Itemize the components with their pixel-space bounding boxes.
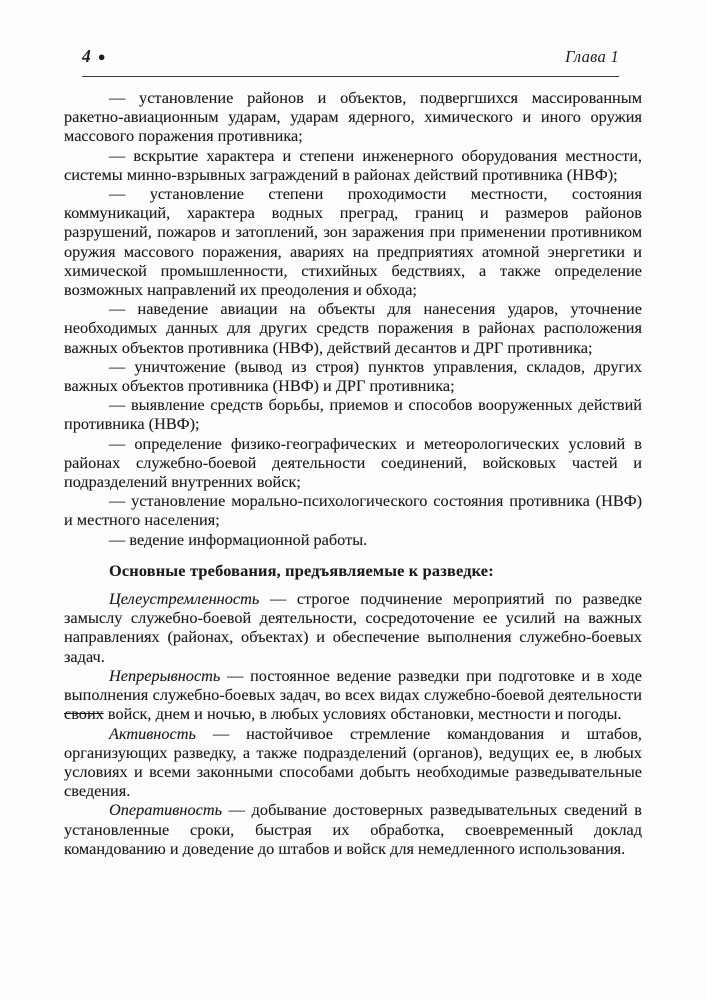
text-run: — настойчивое стремление командования и штабов, организующих разведку, а также подразделений (органов), ведущих ее, в любых условиях и всеми законными способами добыть необходимые разведывательные сведения. [64, 723, 642, 801]
text-run: — уничтожение (вывод из строя) пунктов управления, складов, других важных объектов противника (НВФ) и ДРГ противника; [64, 356, 642, 396]
text-run: — установление морально-психологического состояния противника (НВФ) и местного населения; [64, 491, 642, 530]
paragraph [64, 395, 642, 433]
text-run: Целеустремленность [109, 589, 260, 609]
page-header [82, 46, 619, 67]
paragraph [64, 800, 642, 858]
text-run: — добывание достоверных разведывательных сведений в установленные сроки, быстрая их обработка, своевременный доклад командованию и доведение до штабов и войск для немедленного использования. [64, 800, 642, 858]
text-run: — установление районов и объектов, подвергшихся массированным ракетно-авиационным ударам, ударам ядерного, химического и иного оружия массового поражения противника; [64, 88, 642, 146]
paragraph [64, 88, 642, 146]
page-number-group [82, 46, 106, 67]
text-run: — установление степени проходимости местности, состояния коммуникаций, характера водных преград, границ и размеров районов разрушений, пожаров и затоплений, зон заражения при применении противником оружия массового поражения, авариях на предприятиях атомной энергетики и химической промышленности, стихийных бедствиях, а также определение возможных направлений их преодоления и обхода; [64, 184, 642, 300]
section-heading [64, 561, 642, 580]
text-run: — вскрытие характера и степени инженерного оборудования местности, системы минно-взрывных заграждений в районах действий противника (НВФ); [64, 145, 642, 184]
paragraph [64, 724, 642, 801]
page-number: 4 [82, 46, 91, 66]
paragraph [64, 146, 642, 184]
text-run: Активность [109, 723, 196, 743]
text-run: — строгое подчинение мероприятий по разведке замыслу служебно-боевой деятельности, сосредоточение ее усилий на важных направлениях (районах, объектах) и обеспечение выполнения служебно-боевых задач. [64, 589, 642, 666]
chapter-label: Глава 1 [565, 47, 619, 66]
text-run: Оперативность [109, 800, 222, 820]
text-run: — постоянное ведение разведки при подготовке и в ходе выполнения служебно-боевых задач, во всех видах служебно-боевой деятельности [64, 665, 642, 705]
page-body [64, 88, 642, 858]
paragraph [64, 299, 642, 357]
bullet-icon: ● [97, 49, 106, 64]
text-run: Основные требования, предъявляемые к разведке: [109, 560, 494, 580]
paragraph [64, 434, 642, 492]
paragraph [64, 184, 642, 299]
paragraph [64, 491, 642, 529]
text-run: Непрерывность [109, 665, 221, 685]
paragraph [64, 589, 642, 666]
text-run: своих [64, 704, 104, 724]
paragraph [64, 357, 642, 395]
text-run: — определение физико-географических и метеорологических условий в районах служебно-боевой деятельности соединений, войсковых частей и подразделений внутренних войск; [64, 433, 642, 492]
text-run: войск, днем и ночью, в любых условиях обстановки, местности и погоды. [103, 704, 622, 724]
text-run: — наведение авиации на объекты для нанесения ударов, уточнение необходимых данных для других средств поражения в районах расположения важных объектов противника (НВФ), действий десантов и ДРГ противника; [64, 299, 642, 357]
header-rule [82, 76, 619, 77]
text-run: — выявление средств борьбы, приемов и способов вооруженных действий противника (НВФ); [64, 395, 642, 434]
text-run: — ведение информационной работы. [109, 529, 368, 549]
paragraph [64, 666, 642, 724]
paragraph [64, 530, 642, 549]
